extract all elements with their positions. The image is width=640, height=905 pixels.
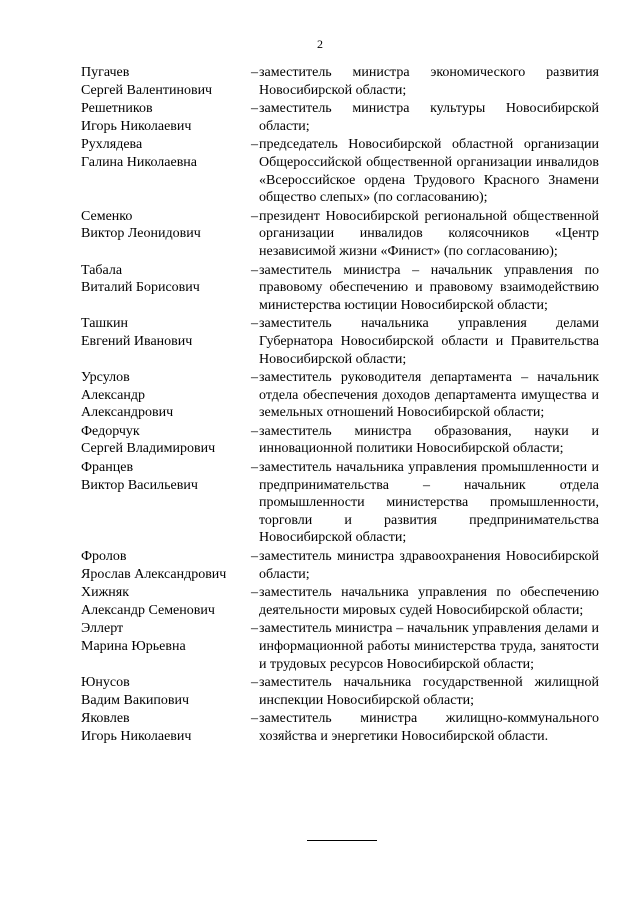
member-name: [81, 423, 251, 458]
list-item: [81, 208, 599, 261]
member-patronymic: Александрович: [81, 405, 174, 421]
member-given-name: Сергей Валентинович: [81, 82, 213, 98]
member-position: заместитель начальника управления по обеспечению деятельности мировых судей Новосибирской области;: [259, 585, 599, 618]
member-position: заместитель министра экономического развития Новосибирской области;: [259, 65, 599, 98]
member-surname: Пугачев: [81, 65, 130, 80]
list-item: [81, 100, 599, 135]
dash: –: [251, 460, 258, 476]
member-given-name: Виктор Леонидович: [81, 226, 201, 242]
member-name: [81, 262, 251, 315]
member-given-name: Виктор Васильевич: [81, 477, 198, 493]
member-given-name: Вадим Вакипович: [81, 692, 190, 708]
member-position: заместитель начальника государственной жилищной инспекции Новосибирской области;: [259, 675, 599, 708]
end-separator-line: [307, 840, 377, 841]
member-position: заместитель министра здравоохранения Новосибирской области;: [259, 549, 599, 582]
dash: –: [251, 316, 258, 332]
member-name: [81, 674, 251, 709]
dash: –: [251, 675, 258, 691]
member-name: [81, 136, 251, 206]
dash: –: [251, 621, 258, 637]
member-surname: Хижняк: [81, 585, 130, 601]
member-position: заместитель министра жилищно-коммунального хозяйства и энергетики Новосибирской области.: [259, 711, 599, 744]
dash: –: [251, 585, 258, 601]
dash: –: [251, 262, 258, 278]
list-item: [81, 315, 599, 368]
list-item: [81, 710, 599, 745]
dash: –: [251, 370, 258, 386]
member-name: [81, 548, 251, 583]
member-position: заместитель министра – начальник управления по правовому обеспечению и правовому взаимодействию министерства юстиции Новосибирской области;: [259, 262, 599, 313]
member-name: [81, 100, 251, 135]
member-surname: Эллерт: [81, 621, 124, 637]
member-surname: Решетников: [81, 101, 153, 117]
member-position: заместитель начальника управления делами Губернатора Новосибирской области и Правительства Новосибирской области;: [259, 316, 599, 367]
dash: –: [251, 208, 258, 224]
list-item: [81, 674, 599, 709]
member-position: заместитель руководителя департамента – начальник отдела обеспечения доходов департамента имущества и земельных отношений Новосибирской области;: [259, 370, 599, 421]
member-given-name: Игорь Николаевич: [81, 118, 192, 134]
dash: –: [251, 549, 258, 565]
dash: –: [251, 423, 258, 439]
member-surname: Фролов: [81, 549, 127, 565]
member-surname: Рухлядева: [81, 137, 143, 153]
member-name: [81, 64, 251, 99]
member-list: [81, 64, 599, 747]
list-item: [81, 423, 599, 458]
list-item: [81, 369, 599, 422]
member-position: президент Новосибирской региональной общественной организации инвалидов колясочников «Центр независимой жизни «Финист» (по согласованию);: [259, 208, 599, 259]
member-given-name: Александр Семенович: [81, 602, 215, 618]
member-surname: Семенко: [81, 208, 133, 224]
member-position: заместитель министра культуры Новосибирской области;: [259, 101, 599, 134]
list-item: [81, 459, 599, 547]
member-surname: Табала: [81, 262, 123, 278]
member-given-name: Марина Юрьевна: [81, 639, 186, 654]
member-name: [81, 208, 251, 261]
list-item: [81, 584, 599, 619]
member-surname: Ташкин: [81, 316, 128, 332]
member-given-name: Ярослав Александрович: [81, 566, 227, 582]
member-name: [81, 315, 251, 368]
dash: –: [251, 137, 258, 153]
member-name: [81, 459, 251, 547]
list-item: [81, 620, 599, 673]
list-item: [81, 136, 599, 206]
member-position: заместитель начальника управления промышленности и предпринимательства – начальник отдела промышленности министерства промышленности, торговли и развития предпринимательства Новосибирской области;: [259, 460, 599, 546]
member-name: [81, 369, 251, 422]
page-number: 2: [317, 37, 323, 51]
list-item: [81, 64, 599, 99]
member-given-name: Сергей Владимирович: [81, 441, 216, 457]
dash: –: [251, 711, 258, 727]
member-name: [81, 710, 251, 745]
member-given-name: Евгений Иванович: [81, 333, 193, 349]
member-given-name: Виталий Борисович: [81, 280, 200, 296]
list-item: [81, 262, 599, 315]
member-given-name: Галина Николаевна: [81, 154, 198, 170]
list-item: [81, 548, 599, 583]
member-position: председатель Новосибирской областной организации Общероссийской общественной организации инвалидов «Всероссийское ордена Трудового Красного Знамени общество слепых» (по согласованию);: [259, 137, 599, 206]
dash: –: [251, 101, 258, 117]
member-position: заместитель министра образования, науки и инновационной политики Новосибирской области;: [259, 423, 599, 457]
member-given-name: Александр: [81, 387, 145, 403]
member-surname: Яковлев: [81, 711, 130, 727]
member-name: [81, 584, 251, 619]
member-given-name: Игорь Николаевич: [81, 728, 192, 744]
member-surname: Федорчук: [81, 423, 140, 439]
member-position: заместитель министра – начальник управления делами и информационной работы министерства труда, занятости и трудовых ресурсов Новосибирской области;: [259, 621, 599, 672]
member-surname: Урсулов: [81, 370, 130, 386]
dash: –: [251, 65, 258, 80]
member-surname: Францев: [81, 460, 134, 476]
member-name: [81, 620, 251, 673]
member-surname: Юнусов: [81, 675, 130, 691]
